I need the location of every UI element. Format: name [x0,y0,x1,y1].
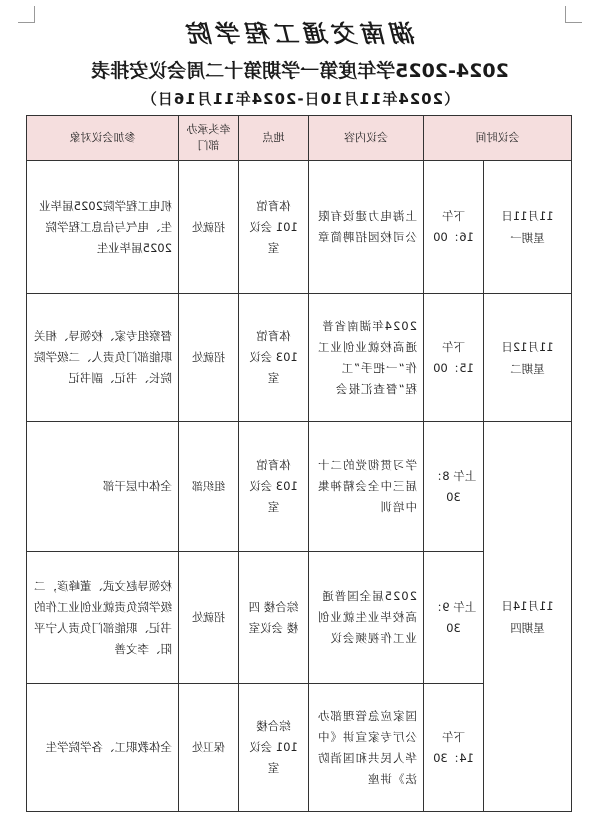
day-date: 11月11日 [501,209,554,223]
time-cell: 下午 16：00 [424,161,484,294]
date-range: （2024年11月10日-2024年11月16日） [140,90,460,108]
attendees-cell: 校领导赵文武、董峰彦，二级学院负责就业创业工作的书记、职能部门负责人宁平阳、李文善 [27,552,179,684]
dept-cell: 招就处 [179,294,239,422]
meeting-schedule-table [26,115,572,812]
dept-cell: 招就处 [179,161,239,294]
location-cell: 综合楼 101 会议室 [239,684,309,812]
day-weekday: 星期二 [510,361,545,376]
content-cell: 2024年湖南省普通高校就业创业工作“一把手”工程“督查汇报会 [309,294,424,422]
content-cell: 上海电力建设有限公司校园招聘简章 [309,161,424,294]
content-cell: 学习贯彻党的二十届三中全会精神集中培训 [309,422,424,552]
day-date: 11月14日 [501,598,554,613]
attendees-cell: 全体中层干部 [27,422,179,552]
dept-cell: 保卫处 [179,684,239,812]
location-cell: 综合楼 四楼 会议室 [239,552,309,684]
page-title: 2024-2025学年度第一学期第十二周会议安排表 [91,60,509,82]
dept-cell: 招就处 [179,552,239,684]
col-header-content: 会议内容 [309,116,424,161]
col-header-dept: 牵头承办部门 [179,116,239,161]
location-cell: 体育馆 101 会议室 [239,161,309,294]
content-cell: 国家应急管理部办公厅专家宣讲《中华人民共和国消防法》讲座 [309,684,424,812]
table-row [27,161,572,294]
attendees-cell: 全体教职工、各学院学生 [27,684,179,812]
day-cell [484,161,572,294]
day-cell [484,294,572,422]
attendees-cell: 机电工程学院2025届毕业生、电气与信息工程学院2025届毕业生 [27,161,179,294]
day-cell [484,422,572,812]
col-header-attendees: 参加会议对象 [27,116,179,161]
school-name: 湖南交通工程学院 [184,19,416,48]
day-weekday: 星期一 [510,231,545,245]
time-cell: 上午 9：30 [424,552,484,684]
col-header-time: 会议时间 [424,116,572,161]
dept-cell: 组织部 [179,422,239,552]
table-header-row [27,116,572,161]
col-header-location: 地点 [239,116,309,161]
time-cell: 下午 15：00 [424,294,484,422]
attendees-cell: 督察组专家、校领导、相关职能部门负责人、二级学院院长、书记、副书记 [27,294,179,422]
table-row [27,422,572,552]
location-cell: 体育馆 103 会议室 [239,422,309,552]
time-cell: 上午 8：30 [424,422,484,552]
day-date: 11月12日 [501,339,554,354]
content-cell: 2025届全国普通高校毕业生就业创业工作视频会议 [309,552,424,684]
time-cell: 下午 14：30 [424,684,484,812]
table-row [27,294,572,422]
location-cell: 体育馆 103 会议室 [239,294,309,422]
day-weekday: 星期四 [510,620,545,635]
